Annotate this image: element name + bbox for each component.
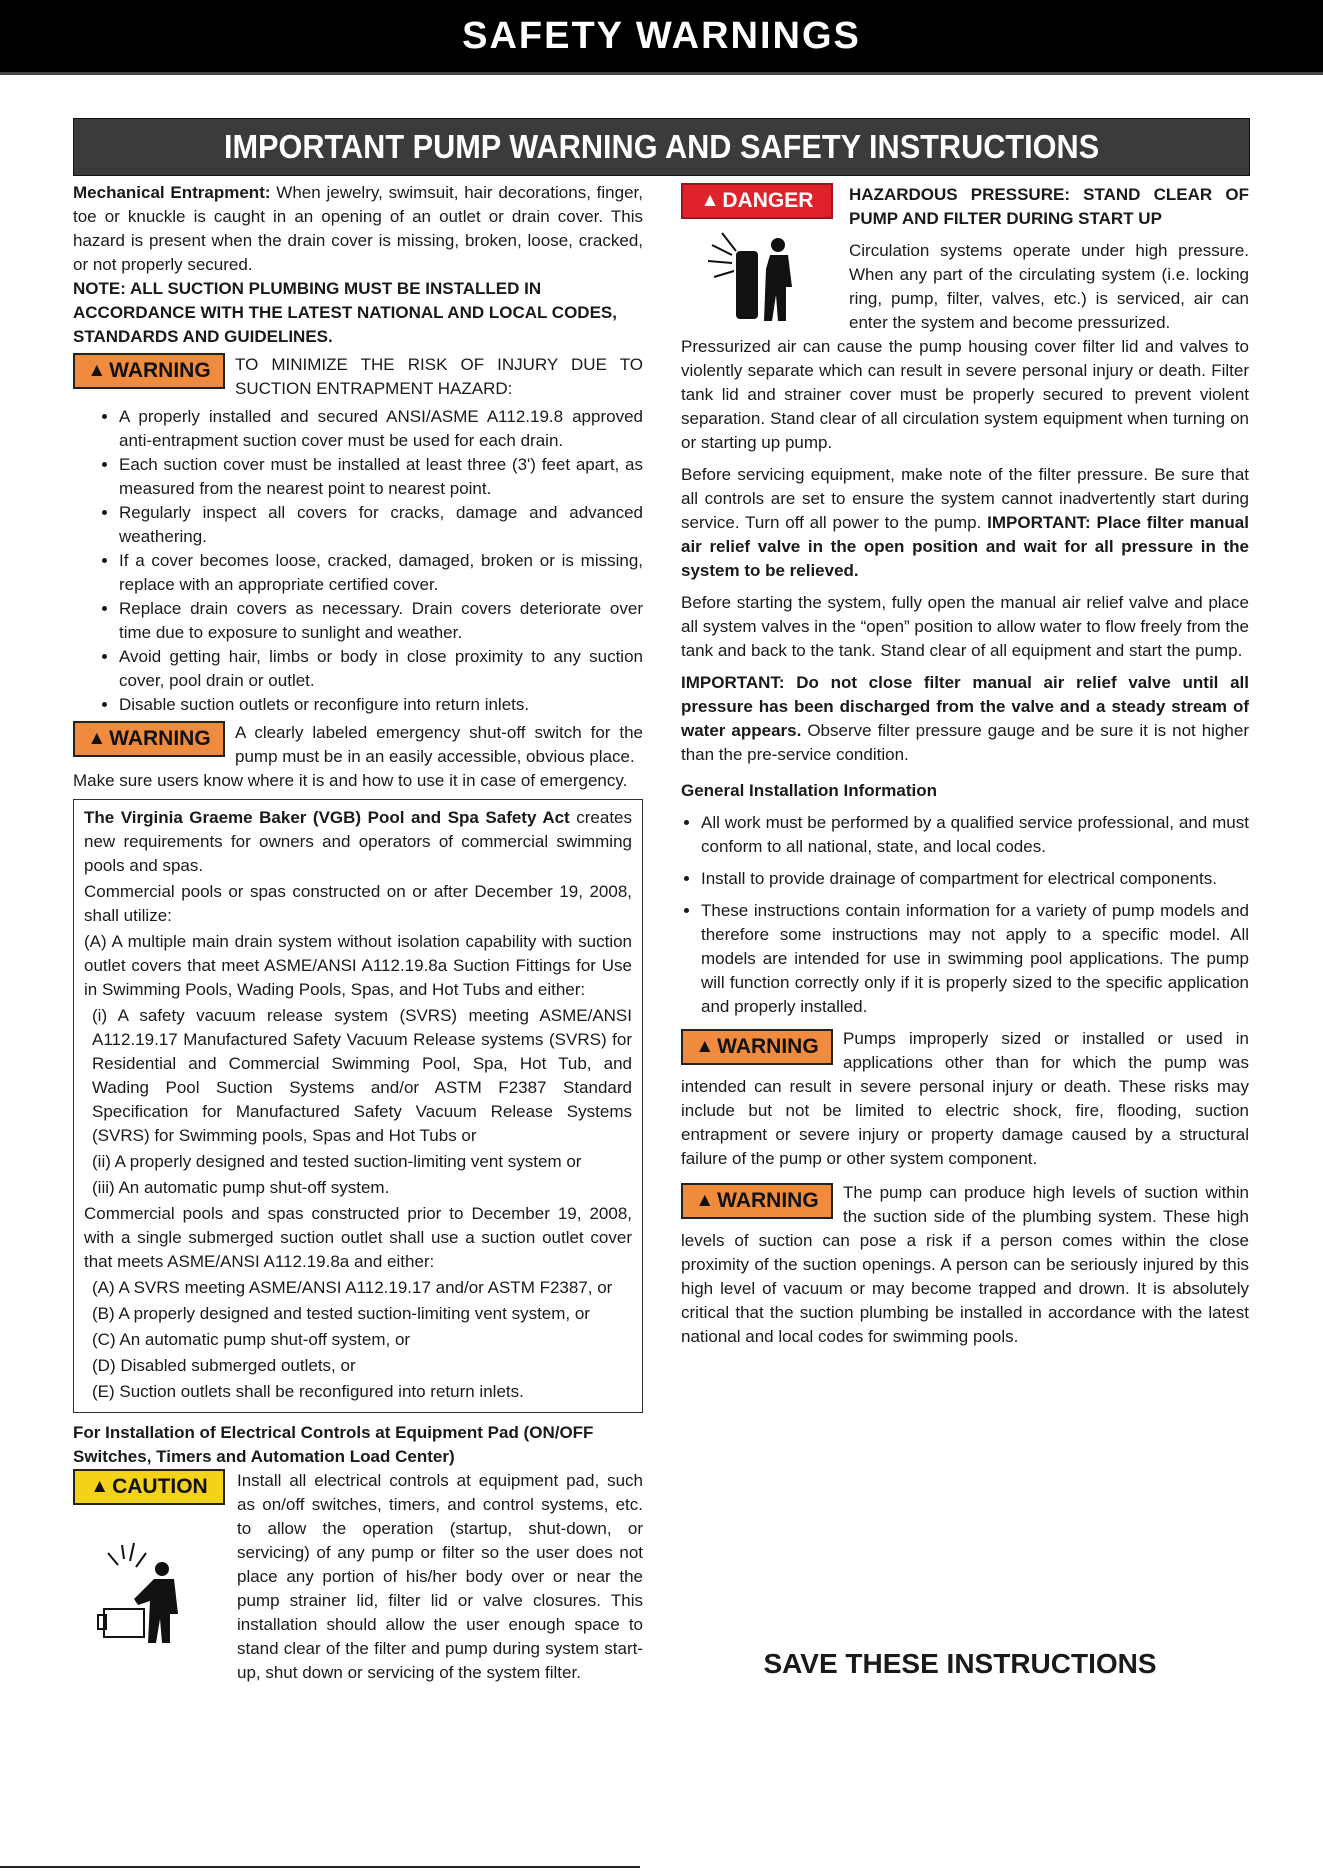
page-title: SAFETY WARNINGS: [462, 14, 861, 57]
list-item: • Each suction cover must be installed at least three (3') feet apart, as measured from the nearest point to nearest point.: [119, 453, 643, 501]
general-bullets: [681, 811, 1249, 1019]
vgb-b: (B) A properly designed and tested suction-limiting vent system, or: [92, 1304, 590, 1323]
list-item: • Avoid getting hair, limbs or body in close proximity to any suction cover, pool drain or outlet.: [119, 645, 643, 693]
warning-entrapment-text: TO MINIMIZE THE RISK OF INJURY DUE TO SUCTION ENTRAPMENT HAZARD:: [235, 355, 643, 398]
warning-shutoff-text: A clearly labeled emergency shut-off switch for the pump must be in an easily accessible, obvious place.: [235, 723, 643, 766]
relief-valve-paragraph: IMPORTANT: Do not close filter manual air relief valve until all pressure has been discharged from the valve and a steady stream of water appears. Observe filter pressure gauge and be sure it is not higher than the pre-service condition.: [681, 673, 1249, 764]
alert-triangle-icon: ▲: [700, 190, 720, 211]
alert-triangle-icon: ▲: [87, 728, 107, 749]
vgb-title: The Virginia Graeme Baker (VGB) Pool and Spa Safety Act: [84, 808, 570, 827]
entrapment-bullets: [73, 405, 643, 717]
vgb-p2: Commercial pools or spas constructed on or after December 19, 2008, shall utilize:: [84, 882, 632, 925]
electrical-title: For Installation of Electrical Controls at Equipment Pad (ON/OFF Switches, Timers and Automation Load Center): [73, 1423, 594, 1466]
danger-cont: Pressurized air can cause the pump housing cover filter lid and valves to violently separate which can result in severe personal injury or death. Filter tank lid and strainer cover must be properly secured to prevent violent separation. Stand clear of all circulation system equipment when turning on or starting up pump.: [681, 337, 1249, 452]
warning-suction-text: The pump can produce high levels of suction within the suction side of the plumbing system. These high levels of suction can pose a risk if a person comes within the close proximity of the suction openings. A person can be seriously injured by this high level of vacuum or may become trapped and drown. It is absolutely critical that the suction plumbing be installed in accordance with the latest national and local codes for swimming pools.: [681, 1183, 1249, 1346]
list-item: • These instructions contain information for a variety of pump models and therefore some instructions may not apply to a specific model. All models are intended for use in swimming pool applications. The pump will function correctly only if it is properly sized to the specific application and properly installed.: [701, 899, 1249, 1019]
caution-electrical: [73, 1469, 643, 1685]
servicing-paragraph: Before servicing equipment, make note of the filter pressure. Be sure that all controls are set to ensure the system cannot inadvertently start during service. Turn off all power to the pump. IMPORTANT: Place filter manual air relief valve in the open position and wait for all pressure in the system to be relieved.: [681, 465, 1249, 580]
entrapment-text: When jewelry, swimsuit, hair decorations, finger, toe or knuckle is caught in an opening of an outlet or drain cover. This hazard is present when the drain cover is missing, broken, loose, cracked, or not properly secured.: [73, 183, 643, 274]
warning-sizing-text: Pumps improperly sized or installed or used in applications other than for which the pump was intended can result in severe personal injury or death. These risks may include but not be limited to electric shock, fire, flooding, suction entrapment or severe injury or property damage caused by a structural failure of the pump or other system component.: [681, 1029, 1249, 1168]
caution-badge: ▲ CAUTION: [73, 1469, 225, 1505]
danger-title: HAZARDOUS PRESSURE: STAND CLEAR OF PUMP AND FILTER DURING START UP: [849, 185, 1249, 228]
alert-triangle-icon: ▲: [695, 1036, 715, 1057]
list-item: • All work must be performed by a qualified service professional, and must conform to all national, state, and local codes.: [701, 811, 1249, 859]
warning-badge: ▲ WARNING: [681, 1029, 833, 1065]
left-column: [73, 181, 643, 1685]
vgb-act-box: [73, 799, 643, 1413]
vgb-e: (E) Suction outlets shall be reconfigured into return inlets.: [92, 1382, 524, 1401]
pressure-burst-icon: [702, 225, 812, 325]
warning-badge: ▲ WARNING: [73, 721, 225, 757]
danger-text: Circulation systems operate under high pressure. When any part of the circulating system (i.e. locking ring, pump, filter, valves, etc.) is serviced, air can enter the system and become pressurized.: [849, 241, 1249, 332]
banner-title: IMPORTANT PUMP WARNING AND SAFETY INSTRUCTIONS: [223, 128, 1100, 165]
warning-shutoff: [73, 721, 643, 769]
entrapment-paragraph: [73, 181, 643, 277]
list-item: • Disable suction outlets or reconfigure into return inlets.: [119, 693, 643, 717]
entrapment-label: Mechanical Entrapment:: [73, 183, 271, 202]
suction-note: NOTE: ALL SUCTION PLUMBING MUST BE INSTALLED IN ACCORDANCE WITH THE LATEST NATIONAL AND LOCAL CODES, STANDARDS AND GUIDELINES.: [73, 279, 617, 346]
caution-text: Install all electrical controls at equipment pad, such as on/off switches, timers, and control systems, etc. to allow the operation (startup, shut-down, or servicing) of any pump or filter so the user does not place any portion of his/her body over or near the pump strainer lid, filter lid or valve closures. This installation should allow the user enough space to stand clear of the filter and pump during system start-up, shut down or servicing of the system filter.: [237, 1471, 643, 1682]
vgb-c: (C) An automatic pump shut-off system, or: [92, 1330, 411, 1349]
section-banner: [73, 118, 1250, 176]
vgb-iii: (iii) An automatic pump shut-off system.: [92, 1178, 390, 1197]
danger-badge: ▲ DANGER: [681, 183, 833, 219]
general-title: General Installation Information: [681, 781, 937, 800]
warning-sizing: [681, 1027, 1249, 1171]
warning-entrapment: [73, 353, 643, 401]
header-divider: [0, 72, 1323, 75]
vgb-d: (D) Disabled submerged outlets, or: [92, 1356, 356, 1375]
warning-badge: ▲ WARNING: [681, 1183, 833, 1219]
header-bar: [0, 0, 1323, 72]
warning-suction: [681, 1181, 1249, 1349]
alert-triangle-icon: ▲: [87, 360, 107, 381]
right-column: [681, 183, 1249, 1349]
alert-triangle-icon: ▲: [90, 1476, 110, 1497]
vgb-ii: (ii) A properly designed and tested suction-limiting vent system or: [92, 1152, 582, 1171]
vgb-i: (i) A safety vacuum release system (SVRS) meeting ASME/ANSI A112.19.17 Manufactured Safety Vacuum Release systems (SVRS) for Residential and Commercial Swimming Pool, Spa, Hot Tub, and Wading Pool Suction Systems and/or ASTM F2387 Standard Specification for Manufactured Safety Vacuum Release Systems (SVRS) for Swimming pools, Spas and Hot Tubs or: [92, 1006, 632, 1145]
warning-badge: ▲ WARNING: [73, 353, 225, 389]
vgb-intro: The Virginia Graeme Baker (VGB) Pool and Spa Safety Act creates new requirements for owners and operators of commercial swimming pools and spas.: [84, 808, 632, 875]
vgb-p3: (A) A multiple main drain system without isolation capability with suction outlet covers that meet ASME/ANSI A112.19.8a Suction Fittings for Use in Swimming Pools, Wading Pools, Spas, and Hot Tubs and either:: [84, 932, 632, 999]
list-item: • If a cover becomes loose, cracked, damaged, broken or is missing, replace with an appropriate certified cover.: [119, 549, 643, 597]
person-at-pump-icon: [94, 1539, 204, 1649]
list-item: • A properly installed and secured ANSI/ASME A112.19.8 approved anti-entrapment suction cover must be used for each drain.: [119, 405, 643, 453]
save-instructions: SAVE THESE INSTRUCTIONS: [763, 1648, 1157, 1679]
startup-paragraph: Before starting the system, fully open the manual air relief valve and place all system valves in the “open” position to allow water to flow freely from the tank and back to the tank. Stand clear of all equipment and start the pump.: [681, 593, 1249, 660]
list-item: • Regularly inspect all covers for cracks, damage and advanced weathering.: [119, 501, 643, 549]
danger-pressure: [681, 183, 1249, 335]
warning-shutoff-cont: Make sure users know where it is and how to use it in case of emergency.: [73, 771, 628, 790]
alert-triangle-icon: ▲: [695, 1190, 715, 1211]
footer-divider: [0, 1866, 640, 1868]
list-item: • Install to provide drainage of compartment for electrical components.: [701, 867, 1249, 891]
vgb-a: (A) A SVRS meeting ASME/ANSI A112.19.17 and/or ASTM F2387, or: [92, 1278, 613, 1297]
list-item: • Replace drain covers as necessary. Drain covers deteriorate over time due to exposure to sunlight and weather.: [119, 597, 643, 645]
vgb-p4: Commercial pools and spas constructed prior to December 19, 2008, with a single submerged suction outlet shall use a suction outlet cover that meets ASME/ANSI A112.19.8a and either:: [84, 1204, 632, 1271]
